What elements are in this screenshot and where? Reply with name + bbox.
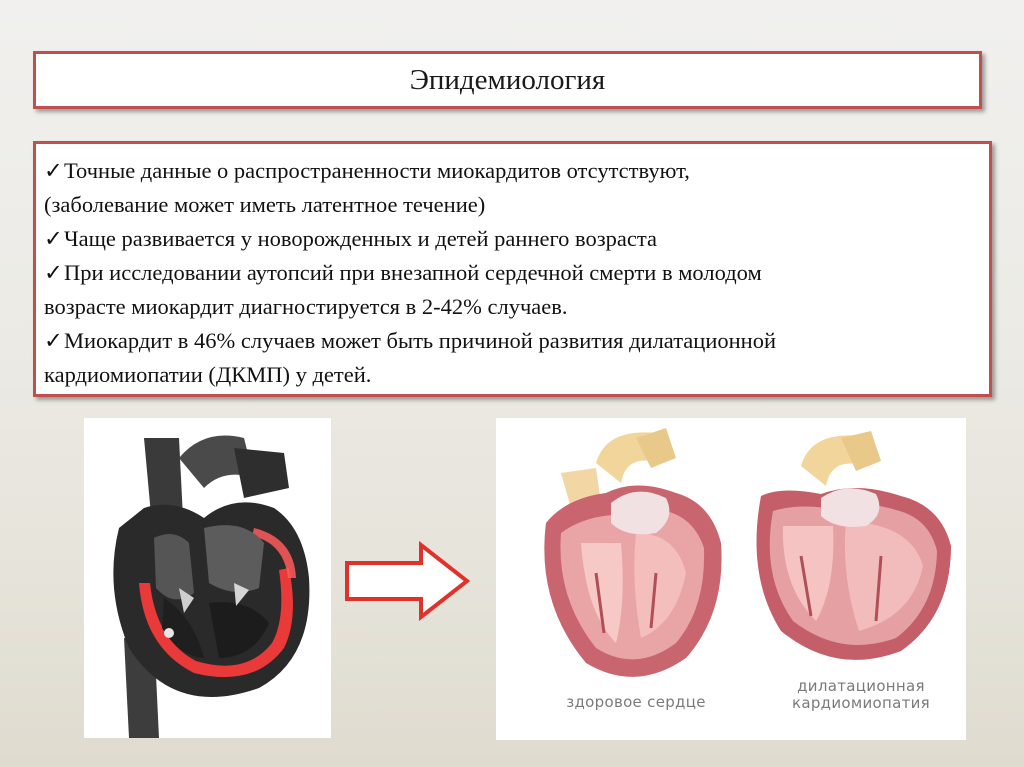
bullet-item [44, 324, 979, 392]
check-icon: ✓ [44, 226, 63, 251]
healthy-heart-icon [526, 423, 756, 693]
content-box [33, 141, 992, 397]
heart-diagram-left [84, 418, 331, 738]
bullet-item [44, 256, 979, 324]
check-icon: ✓ [44, 328, 63, 353]
bullet-text: При исследовании аутопсий при внезапной сердечной смерти в молодом [64, 260, 762, 285]
title-box [33, 51, 982, 109]
bullet-list [44, 154, 979, 392]
caption-dcm-line2: кардиомиопатия [791, 694, 931, 712]
heart-cross-section-icon [84, 418, 331, 738]
caption-dilated-cardiomyopathy [771, 678, 951, 712]
bullet-text: Чаще развивается у новорожденных и детей раннего возраста [64, 226, 657, 251]
dilated-heart-icon [741, 426, 961, 681]
bullet-text: Точные данные о распространенности миокардитов отсутствуют, [64, 158, 690, 183]
bullet-text-continued: (заболевание может иметь латентное течение) [44, 192, 486, 217]
bullet-text-continued: возрасте миокардит диагностируется в 2-42% случаев. [44, 294, 568, 319]
slide-title: Эпидемиология [409, 63, 606, 96]
bullet-item [44, 222, 979, 256]
caption-dcm-line1: дилатационная [797, 677, 925, 695]
bullet-item [44, 154, 979, 222]
check-icon: ✓ [44, 158, 63, 183]
bullet-text: Миокардит в 46% случаев может быть причиной развития дилатационной [64, 328, 777, 353]
right-arrow-icon [343, 541, 473, 621]
caption-healthy-heart: здоровое сердце [566, 693, 706, 711]
bullet-text-continued: кардиомиопатии (ДКМП) у детей. [44, 362, 372, 387]
check-icon: ✓ [44, 260, 63, 285]
heart-comparison-right [496, 418, 966, 740]
